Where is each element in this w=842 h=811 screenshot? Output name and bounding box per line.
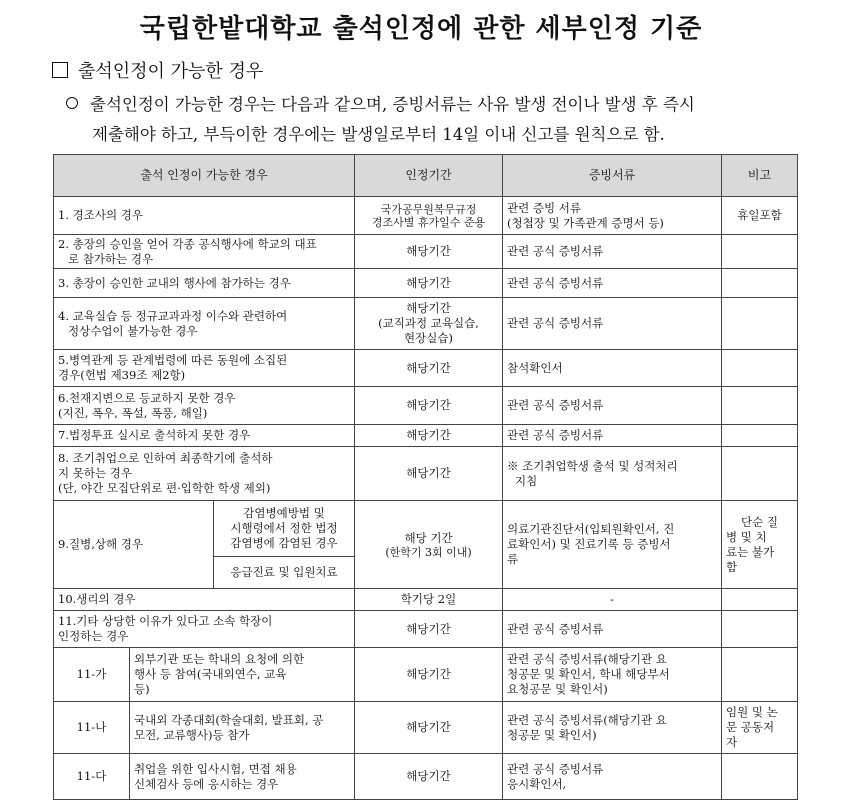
- note-cell: [722, 235, 798, 269]
- table-row: [54, 589, 798, 611]
- period-cell: 해당기간: [355, 350, 503, 387]
- attendance-criteria-table: [53, 154, 798, 800]
- period-cell: 학기당 2일: [355, 589, 503, 611]
- case-cell: 11.기타 상당한 이유가 있다고 소속 학장이 인정하는 경우: [54, 611, 355, 648]
- code-cell: 11-다: [54, 754, 130, 800]
- note-cell: [722, 648, 798, 702]
- page-title: 국립한밭대학교 출석인정에 관한 세부인정 기준: [139, 14, 703, 44]
- case-cell: 4. 교육실습 등 정규교과과정 이수와 관련하여 정상수업이 불가능한 경우: [54, 298, 355, 350]
- table-row: [54, 611, 798, 648]
- note-cell: [722, 447, 798, 501]
- period-cell: 해당 기간 (한학기 3회 이내): [355, 501, 503, 589]
- sub-case-cell: 응급진료 및 입원치료: [214, 557, 355, 589]
- sub-case-cell: 감염병예방법 및 시행령에서 정한 법정 감염병에 감염된 경우: [214, 501, 355, 557]
- note-cell: [722, 269, 798, 298]
- header-case: 출석 인정이 가능한 경우: [54, 155, 355, 197]
- note-cell: [722, 589, 798, 611]
- table-row: [54, 501, 798, 557]
- desc-cell: 취업을 위한 입사시험, 면접 채용 신체검사 등에 응시하는 경우: [130, 754, 355, 800]
- checkbox-square-icon: [52, 62, 68, 78]
- docs-cell: 관련 공식 증빙서류: [503, 269, 722, 298]
- note-cell: [722, 611, 798, 648]
- period-cell: 해당기간: [355, 648, 503, 702]
- case-cell: 8. 조기취업으로 인하여 최종학기에 출석하 지 못하는 경우 (단, 야간 모집단위로 편·입학한 학생 제외): [54, 447, 355, 501]
- docs-cell: -: [503, 589, 722, 611]
- docs-cell: 관련 공식 증빙서류: [503, 425, 722, 447]
- table-row: [54, 350, 798, 387]
- note-cell: [722, 754, 798, 800]
- table-row: [54, 447, 798, 501]
- period-cell: 해당기간: [355, 754, 503, 800]
- note-cell: [722, 298, 798, 350]
- docs-cell: 관련 공식 증빙서류: [503, 387, 722, 425]
- desc-cell: 국내외 각종대회(학술대회, 발표회, 공 모전, 교류행사)등 참가: [130, 702, 355, 754]
- code-cell: 11-나: [54, 702, 130, 754]
- case-cell: 3. 총장이 승인한 교내의 행사에 참가하는 경우: [54, 269, 355, 298]
- table-row: [54, 425, 798, 447]
- docs-cell: 관련 증빙 서류 (청첩장 및 가족관계 증명서 등): [503, 197, 722, 235]
- period-cell: 해당기간: [355, 611, 503, 648]
- table-row: [54, 197, 798, 235]
- case-cell: 1. 경조사의 경우: [54, 197, 355, 235]
- code-cell: 11-가: [54, 648, 130, 702]
- note-cell: [722, 350, 798, 387]
- case-cell: 9.질병,상해 경우: [54, 501, 214, 589]
- header-docs: 증빙서류: [503, 155, 722, 197]
- table-row: [54, 754, 798, 800]
- docs-cell: 관련 공식 증빙서류(해당기관 요 청공문 및 확인서): [503, 702, 722, 754]
- table-row: [54, 235, 798, 269]
- docs-cell: 관련 공식 증빙서류: [503, 611, 722, 648]
- docs-cell: 관련 공식 증빙서류: [503, 298, 722, 350]
- table-row: [54, 387, 798, 425]
- case-cell: 2. 총장의 승인을 얻어 각종 공식행사에 학교의 대표 로 참가하는 경우: [54, 235, 355, 269]
- period-cell: 해당기간: [355, 447, 503, 501]
- note-cell: [722, 425, 798, 447]
- note-cell: 임원 및 논 문 공동저 자: [722, 702, 798, 754]
- period-cell: 국가공무원복무규정 경조사별 휴가일수 준용: [355, 197, 503, 235]
- case-cell: 6.천재지변으로 등교하지 못한 경우 (지진, 폭우, 폭설, 폭풍, 해일): [54, 387, 355, 425]
- note-cell: 단순 질 병 및 치 료는 불가 함: [722, 501, 798, 589]
- period-cell: 해당기간: [355, 269, 503, 298]
- desc-cell: 외부기관 또는 학내의 요청에 의한 행사 등 참여(국내외연수, 교육 등): [130, 648, 355, 702]
- notice-paragraph: 출석인정이 가능한 경우는 다음과 같으며, 증빙서류는 사유 발생 전이나 발생 후 즉시 제출해야 하고, 부득이한 경우에는 발생일로부터 14일 이내 신고를 원칙으로 함.: [66, 90, 806, 150]
- docs-cell: 관련 공식 증빙서류 응시확인서,: [503, 754, 722, 800]
- note-cell: 휴일포함: [722, 197, 798, 235]
- period-cell: 해당기간 (교직과정 교육실습, 현장실습): [355, 298, 503, 350]
- period-cell: 해당기간: [355, 235, 503, 269]
- case-cell: 7.법정투표 실시로 출석하지 못한 경우: [54, 425, 355, 447]
- docs-cell: 참석확인서: [503, 350, 722, 387]
- period-cell: 해당기간: [355, 425, 503, 447]
- period-cell: 해당기간: [355, 387, 503, 425]
- case-cell: 5.병역관계 등 관계법령에 따른 동원에 소집된 경우(헌법 제39조 제2항): [54, 350, 355, 387]
- note-cell: [722, 387, 798, 425]
- section-heading: 출석인정이 가능한 경우: [52, 57, 263, 83]
- period-cell: 해당기간: [355, 702, 503, 754]
- header-period: 인정기간: [355, 155, 503, 197]
- table-row: [54, 269, 798, 298]
- circle-bullet-icon: [66, 97, 78, 109]
- case-cell: 10.생리의 경우: [54, 589, 355, 611]
- header-note: 비고: [722, 155, 798, 197]
- table-row: [54, 702, 798, 754]
- docs-cell: 의료기관진단서(입퇴원확인서, 진 료확인서) 및 진료기록 등 증빙서 류: [503, 501, 722, 589]
- docs-cell: 관련 공식 증빙서류(해당기관 요 청공문 및 확인서, 학내 해당부서 요청공문 및 확인서): [503, 648, 722, 702]
- docs-cell: 관련 공식 증빙서류: [503, 235, 722, 269]
- docs-cell: ※ 조기취업학생 출석 및 성적처리 지침: [503, 447, 722, 501]
- table-header-row: [54, 155, 798, 197]
- table-row: [54, 298, 798, 350]
- table-row: [54, 648, 798, 702]
